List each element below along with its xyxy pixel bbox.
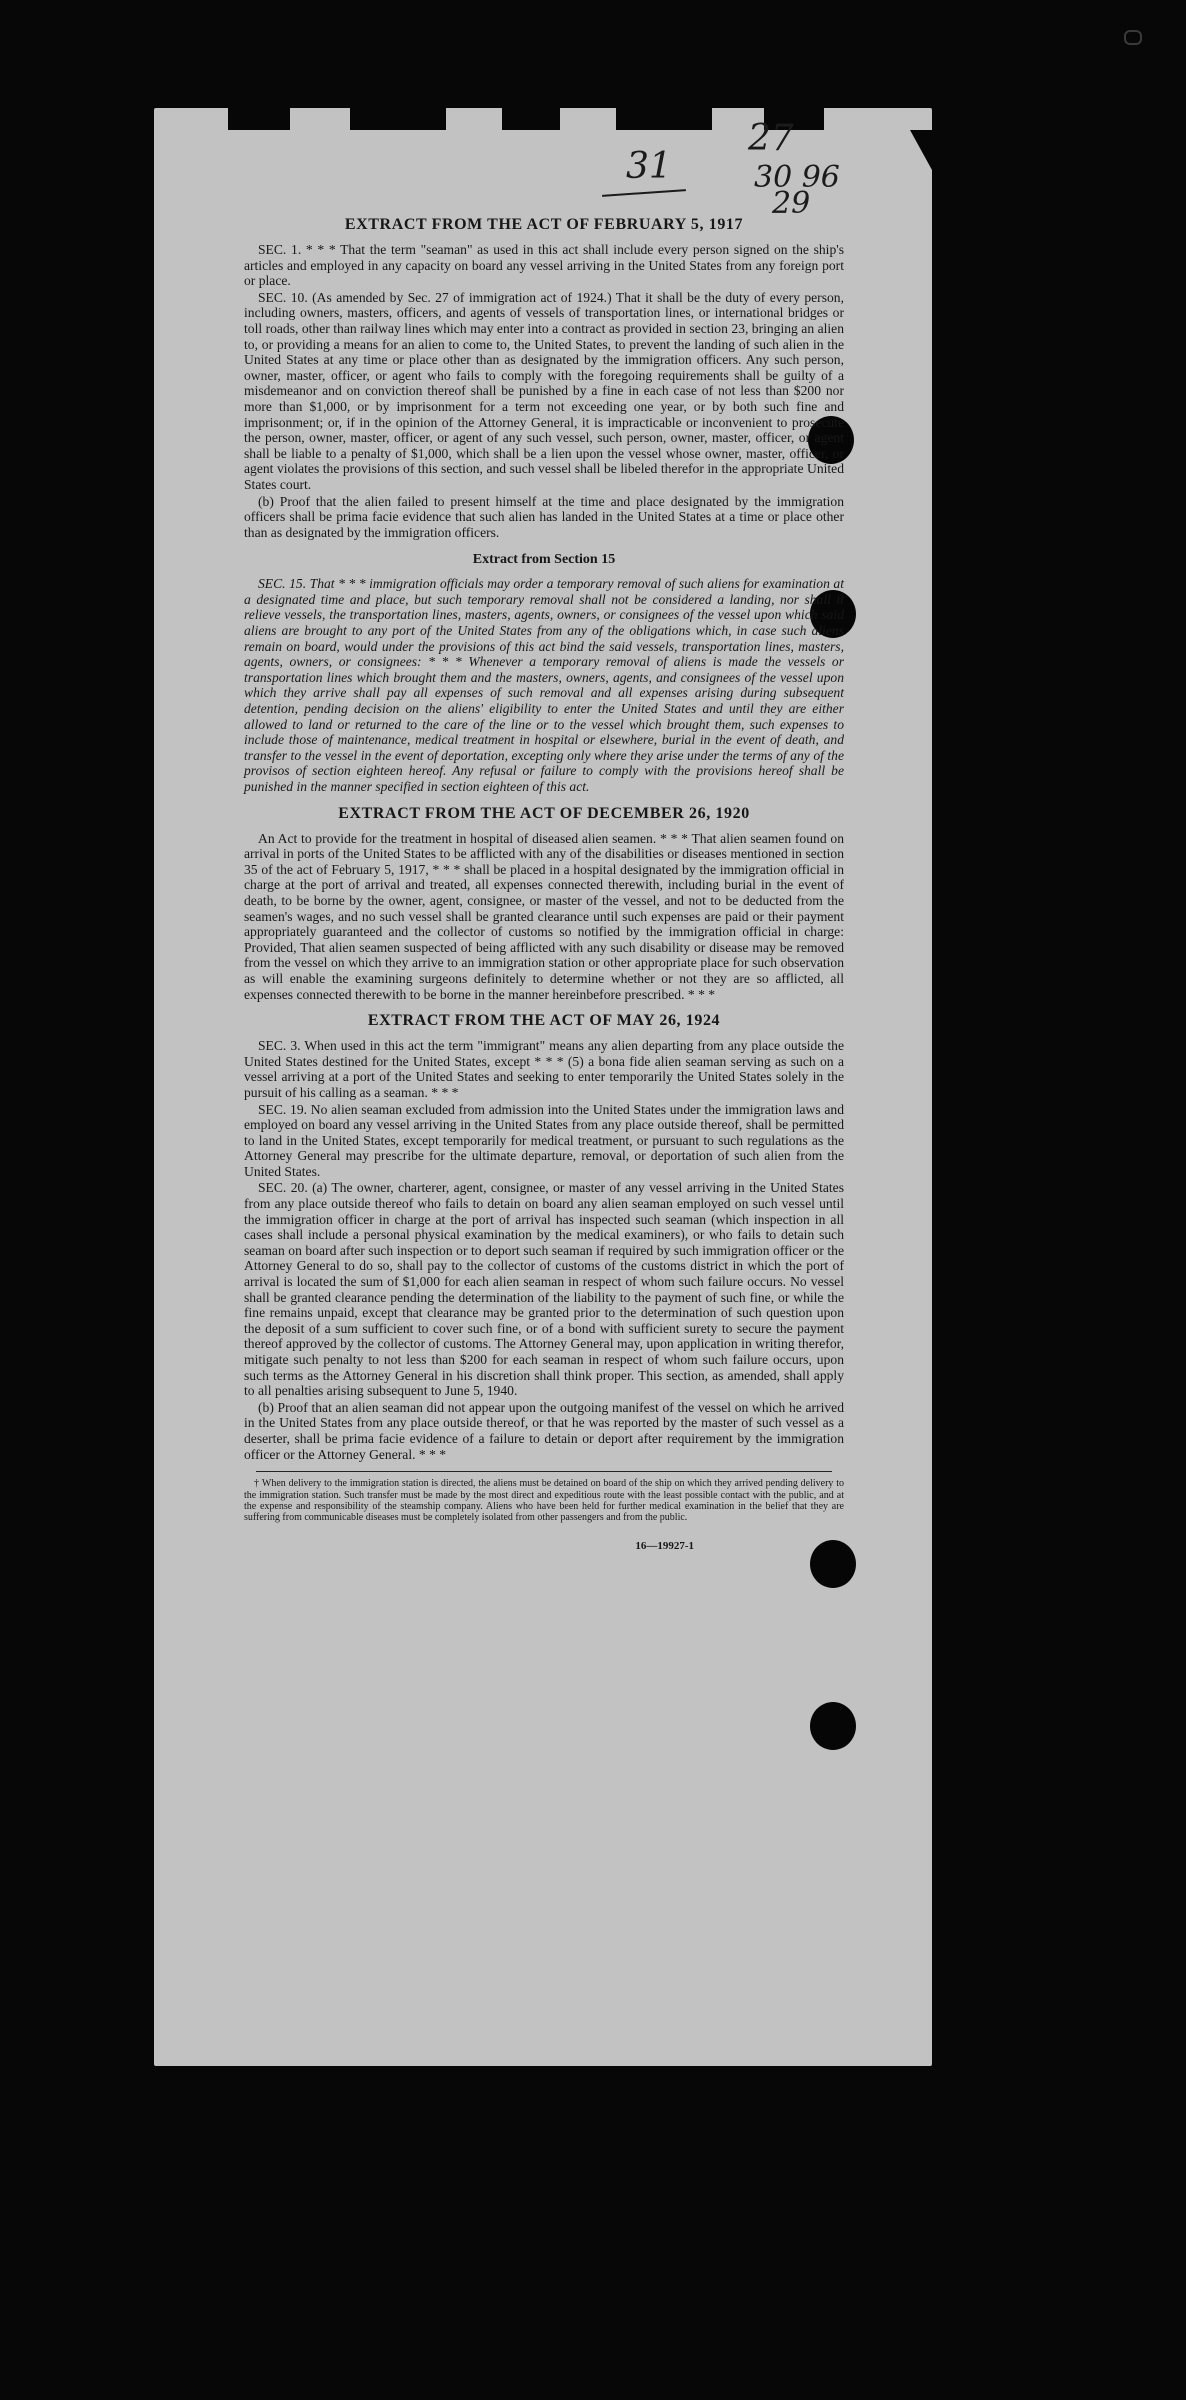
section-15-heading: Extract from Section 15 [472, 552, 616, 568]
handwritten-number: 29 [772, 186, 811, 221]
scanner-corner-mark [1124, 30, 1142, 45]
handwritten-number: 27 [748, 118, 794, 159]
footnote-divider [256, 1471, 832, 1472]
sec-3-paragraph: SEC. 3. When used in this act the term "immigrant" means any alien departing from any place outside the United States destined for the United States, except * * * (5) a bona fide alien seaman serving as such on a vessel arriving at a port of the United States and seeking to enter temporarily the United States solely in the pursuit of his calling as a seaman. * * * [244, 1038, 844, 1100]
tear-tab [350, 108, 446, 130]
act-1920-heading: EXTRACT FROM THE ACT OF DECEMBER 26, 1920 [338, 804, 750, 822]
sec-19-paragraph: SEC. 19. No alien seaman excluded from admission into the United States under the immigration laws and employed on board any vessel arriving in the United States from any place outside thereof, shall be permitted to land in the United States, except temporarily for medical treatment, or pursuant to such regulations as the Attorney General may prescribe for the ultimate departure, removal, or deportation of such alien from the United States. [244, 1101, 844, 1179]
sec-10b-paragraph: (b) Proof that the alien failed to present himself at the time and place designated by the immigration officers shall be prima facie evidence that such alien has landed in the United States at a time or place other than as designated by the immigration officers. [244, 493, 844, 540]
handwritten-number: 31 [626, 146, 672, 187]
form-number: 16—19927-1 [635, 1539, 694, 1552]
sec-1-paragraph: SEC. 1. * * * That the term "seaman" as used in this act shall include every person signed on the ship's articles and employed in any capacity on board any vessel arriving in the United States from any foreign port or place. [244, 242, 844, 289]
handwritten-underline [602, 189, 686, 197]
sec-15-paragraph: SEC. 15. That * * * immigration officials may order a temporary removal of such aliens for examination at a designated time and place, but such temporary removal shall not be considered a landing, nor shall it relieve vessels, the transportation lines, masters, agents, owners, or consignees of the vessel upon which said aliens are brought to any port of the United States from any of the obligations which, in case such aliens remain on board, would under the provisions of this act bind the said vessels, transportation lines, masters, agents, owners, or consignees: * * * Whenever a temporary removal of aliens is made the vessels or transportation lines which brought them and the masters, owners, agents, and consignees of the vessel upon which they arrive shall pay all expenses of such removal and all expenses arising during subsequent detention, pending decision on the aliens' eligibility to enter the United States and until they are either allowed to land or returned to the care of the line or to the vessel which brought them, such expenses to include those of maintenance, medical treatment in hospital or elsewhere, burial in the event of death, and transfer to the vessel in the event of deportation, excepting only where they arise under the terms of any of the provisos of section eighteen hereof. Any refusal or failure to comply with the provisions hereof shall be punished in the manner specified in section eighteen of this act. [244, 576, 844, 794]
sec-20a-paragraph: SEC. 20. (a) The owner, charterer, agent, consignee, or master of any vessel arriving in the United States from any place outside thereof who fails to detain on board any alien seaman employed on such vessel until the immigration officer in charge at the port of arrival has inspected such seaman (which inspection in all cases shall include a personal physical examination by the medical examiners), or who fails to detain such seaman on board after such inspection or to deport such seaman if required by such immigration officer or the Attorney General to do so, shall pay to the collector of customs of the customs district in which the port of arrival is located the sum of $1,000 for each alien seaman in respect of whom such failure occurs. No vessel shall be granted clearance pending the determination of the liability to the payment of such fine, or while the fine remains unpaid, except that clearance may be granted prior to the determination of such question upon the deposit of a sum sufficient to cover such fine, or of a bond with sufficient surety to secure the payment thereof approved by the collector of customs. The Attorney General may, upon application in writing therefor, mitigate such penalty to not less than $200 for each seaman in respect of whom such failure occurs, upon such terms as the Attorney General in his discretion shall think proper. This section, as amended, shall apply to all penalties arising subsequent to June 5, 1940. [244, 1180, 844, 1399]
tear-tab [228, 108, 290, 130]
punch-hole [810, 1702, 856, 1750]
torn-corner [910, 130, 932, 170]
sec-20b-paragraph: (b) Proof that an alien seaman did not appear upon the outgoing manifest of the vessel on which he arrived in the United States from any place outside thereof, or that he was reported by the master of such vessel as a deserter, shall be prima facie evidence of a failure to detain or deport after requirement by the immigration officer or the Attorney General. * * * [244, 1399, 844, 1462]
act-1924-heading: EXTRACT FROM THE ACT OF MAY 26, 1924 [367, 1012, 721, 1030]
act-1920-paragraph: An Act to provide for the treatment in hospital of diseased alien seamen. * * * That alien seamen found on arrival in ports of the United States to be afflicted with any of the disabilities or diseases mentioned in section 35 of the act of February 5, 1917, * * * shall be placed in a hospital designated by the immigration official in charge at the port of arrival and treated, all expenses connected therewith, including burial in the event of death, to be borne by the owner, agent, consignee, or master of the vessel, and not to be deducted from the seamen's wages, and no such vessel shall be granted clearance until such expenses are paid or their payment appropriately guaranteed and the collector of customs so notified by the immigration official in charge: Provided, That alien seamen suspected of being afflicted with any such disability or disease may be removed from the vessel on which they arrive to an immigration station or other appropriate place for such observation as will enable the examining surgeons definitely to determine whether or not they are so afflicted, all expenses connected therewith to be borne in the manner hereinbefore prescribed. * * * [244, 830, 844, 1002]
tear-tab [616, 108, 712, 130]
document-page [154, 108, 932, 2066]
tear-tab [502, 108, 560, 130]
act-1917-heading: EXTRACT FROM THE ACT OF FEBRUARY 5, 1917 [344, 216, 744, 233]
handwritten-number: 30 96 [754, 160, 840, 195]
footnote: † When delivery to the immigration station is directed, the aliens must be detained on board of the ship on which they arrived pending delivery to the immigration station. Such transfer must be made by the most direct and expeditious route with the least possible contact with the public, and at the expense and responsibility of the steamship company. Aliens who have been held for further medical examination in the belief that they are suffering from communicable diseases must be completely isolated from other passengers and from the public. [244, 1478, 844, 1524]
sec-10-paragraph: SEC. 10. (As amended by Sec. 27 of immigration act of 1924.) That it shall be the duty of every person, including owners, masters, officers, and agents of vessels of transportation lines, or international bridges or toll roads, other than railway lines which may enter into a contract as provided in section 23, bringing an alien to, or providing a means for an alien to come to, the United States, to prevent the landing of such alien in the United States at any time or place other than as designated by the immigration officers. Any such person, owner, master, officer, or agent who fails to comply with the foregoing requirements shall be guilty of a misdemeanor and on conviction thereof shall be punished by a fine in each case of not less than $200 nor more than $1,000, or by imprisonment for a term not exceeding one year, or by both such fine and imprisonment; or, if in the opinion of the Attorney General, it is impracticable or inconvenient to prosecute the person, owner, master, officer, or agent of any such vessel, such person, owner, master, officer, or agent shall be liable to a penalty of $1,000, which shall be a lien upon the vessel whose owner, master, officer, or agent violates the provisions of this section, and such vessel shall be libeled therefor in the appropriate United States court. [244, 289, 844, 492]
document-text [244, 206, 844, 1552]
